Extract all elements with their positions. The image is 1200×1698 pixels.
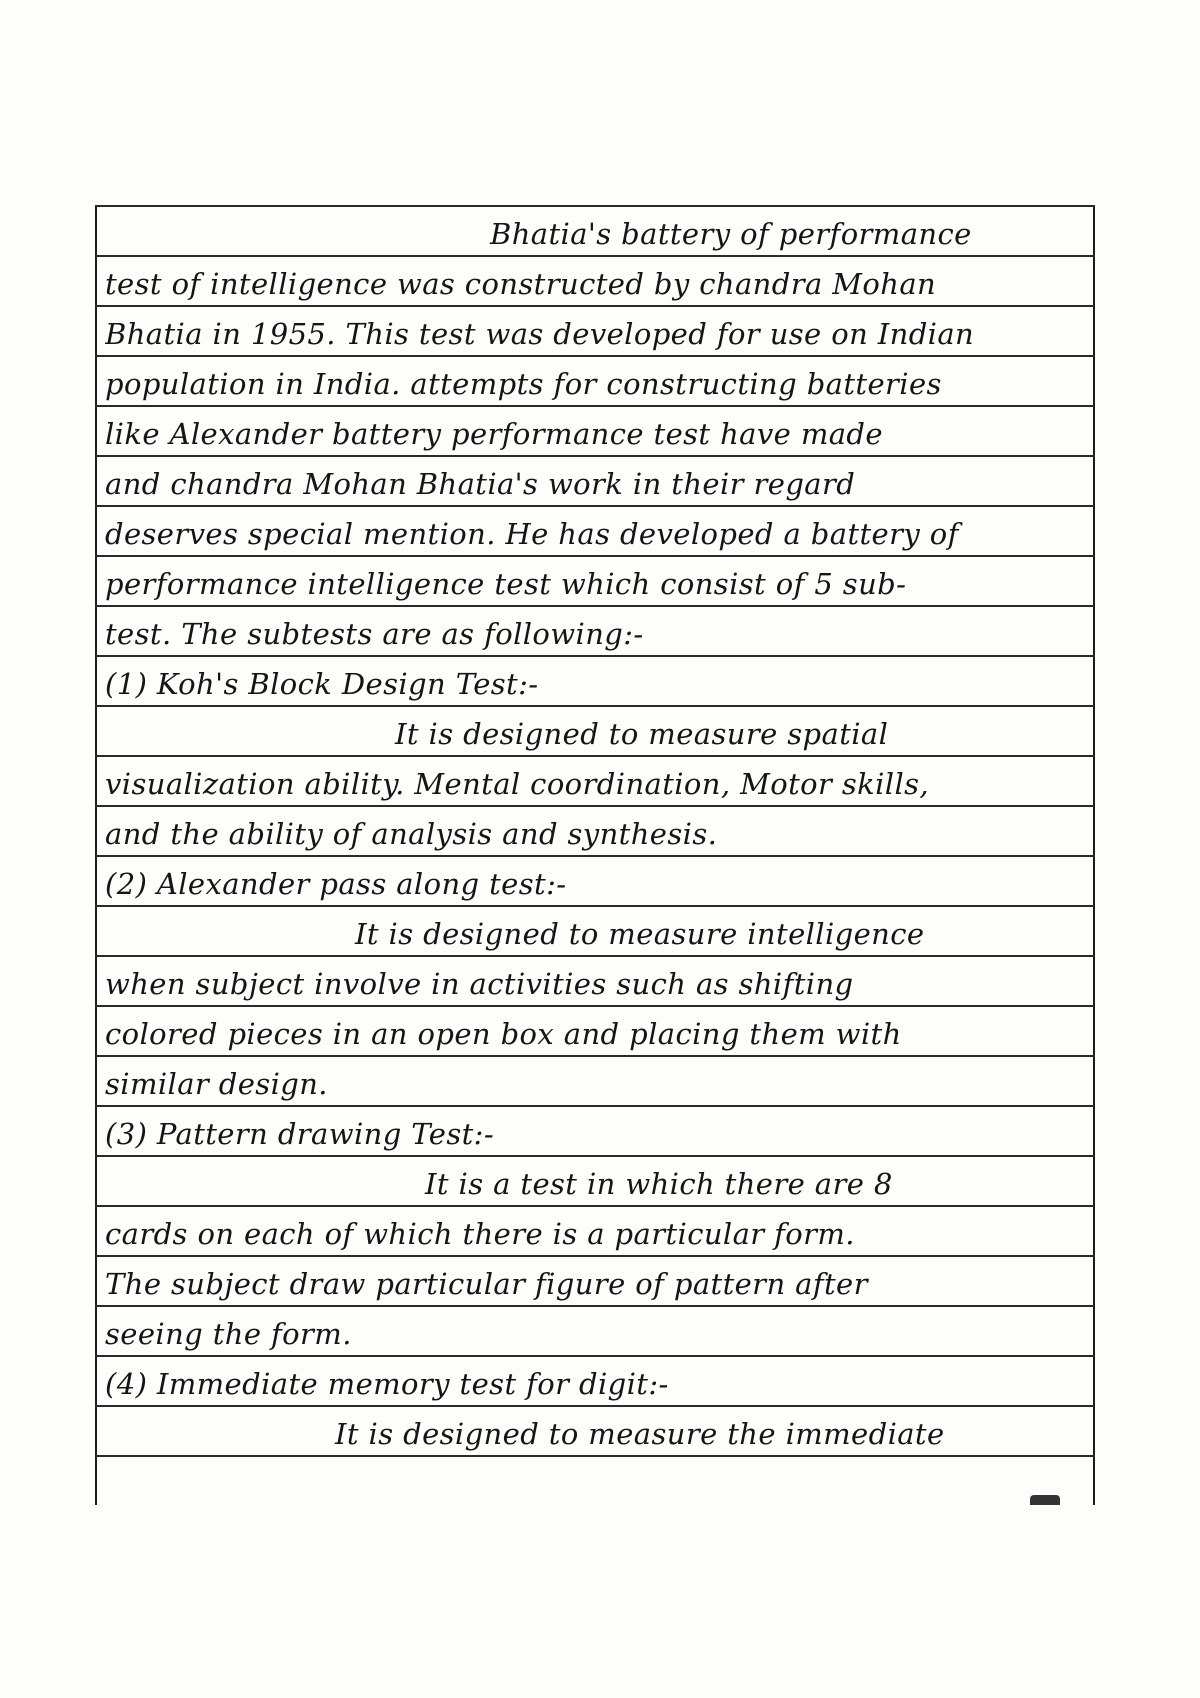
- page-corner-mark: [1030, 1495, 1060, 1505]
- text-line: and the ability of analysis and synthesis.: [105, 817, 718, 851]
- ruled-sheet: [95, 205, 1095, 1505]
- section-heading: (4) Immediate memory test for digit:-: [105, 1367, 669, 1401]
- text-line: population in India. attempts for constructing batteries: [105, 367, 942, 401]
- text-line: colored pieces in an open box and placing them with: [105, 1017, 902, 1051]
- text-line: test. The subtests are as following:-: [105, 617, 644, 651]
- text-line: and chandra Mohan Bhatia's work in their regard: [105, 467, 856, 501]
- text-line: test of intelligence was constructed by chandra Mohan: [105, 267, 937, 301]
- section-heading: (2) Alexander pass along test:-: [105, 867, 567, 901]
- text-line: like Alexander battery performance test have made: [105, 417, 883, 451]
- text-line: Bhatia's battery of performance: [490, 217, 972, 251]
- text-line: cards on each of which there is a particular form.: [105, 1217, 855, 1251]
- text-line: when subject involve in activities such as shifting: [105, 967, 854, 1001]
- text-line: visualization ability. Mental coordination, Motor skills,: [105, 767, 930, 801]
- text-line: It is a test in which there are 8: [425, 1167, 893, 1201]
- text-line: It is designed to measure intelligence: [355, 917, 925, 951]
- section-heading: (3) Pattern drawing Test:-: [105, 1117, 495, 1151]
- text-line: Bhatia in 1955. This test was developed for use on Indian: [105, 317, 975, 351]
- ruled-line: [95, 205, 1095, 207]
- text-line: It is designed to measure the immediate: [335, 1417, 945, 1451]
- text-line: performance intelligence test which consist of 5 sub-: [105, 567, 907, 601]
- section-heading: (1) Koh's Block Design Test:-: [105, 667, 539, 701]
- text-line: deserves special mention. He has developed a battery of: [105, 517, 959, 551]
- text-line: similar design.: [105, 1067, 328, 1101]
- text-line: The subject draw particular figure of pattern after: [105, 1267, 868, 1301]
- text-line: It is designed to measure spatial: [395, 717, 889, 751]
- text-line: seeing the form.: [105, 1317, 352, 1351]
